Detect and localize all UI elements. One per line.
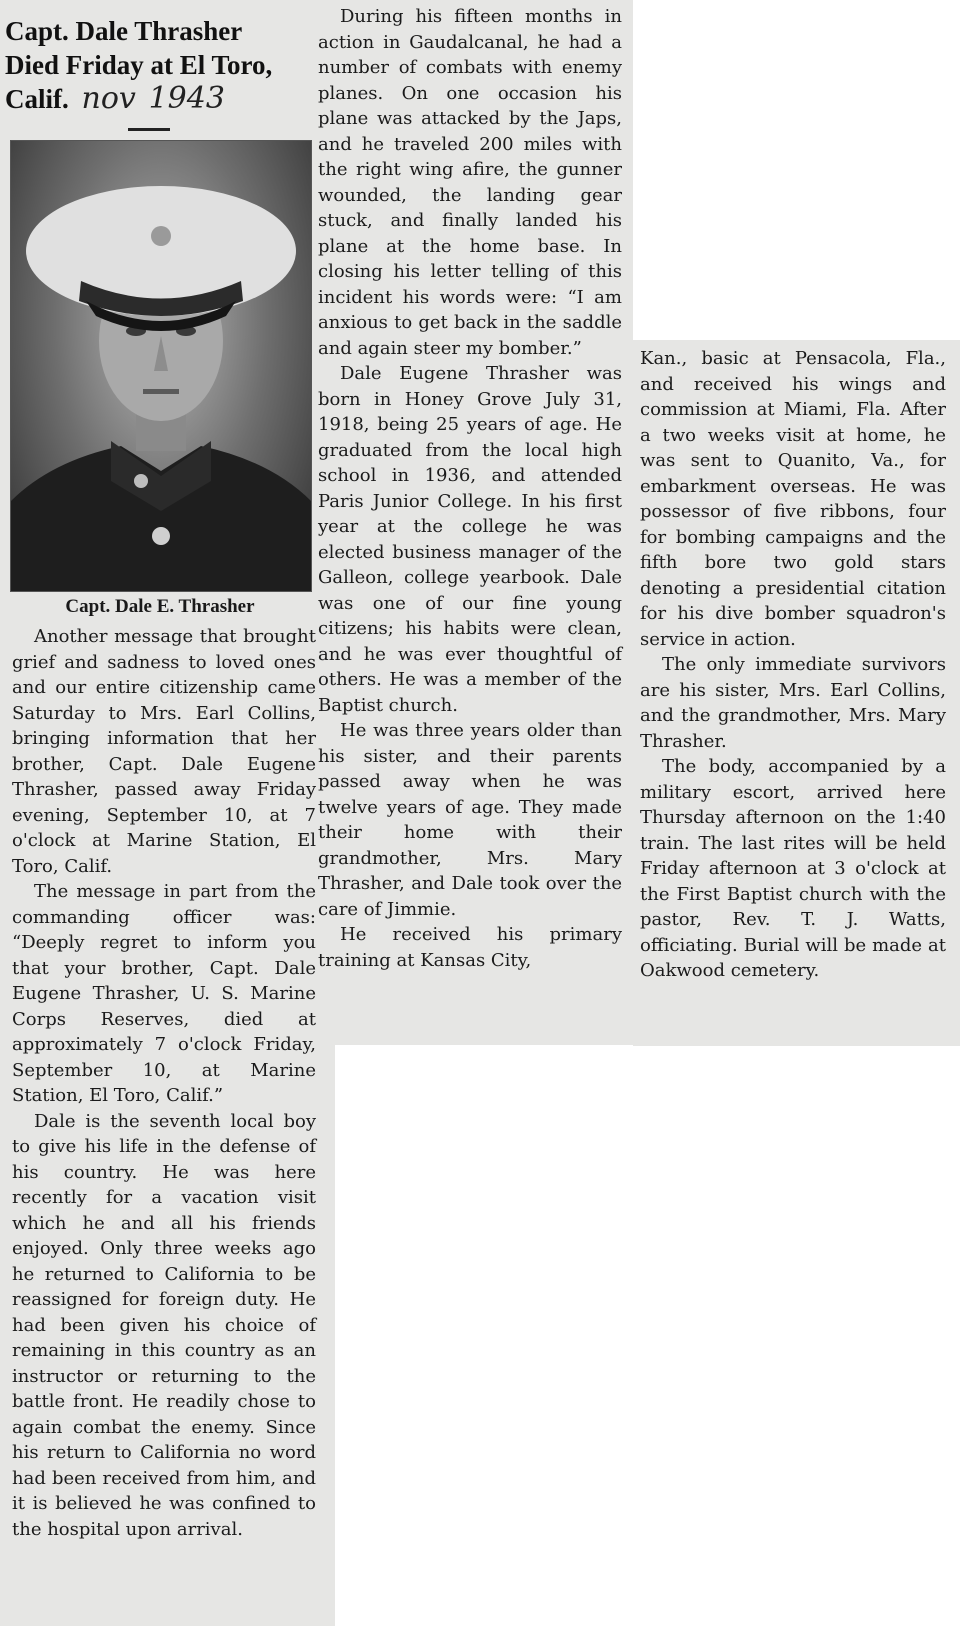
paragraph: Another message that brought grief and sadness to loved ones and our entire citizenship came Saturday to Mrs. Earl Collins, bringing information that her brother, Capt. Dale Eugene Thrasher, passed away Friday evening, September 10, at 7 o'clock at Marine Station, El Toro, Calif. xyxy=(12,626,316,877)
paragraph: The message in part from the commanding officer was: “Deeply regret to inform you that your brother, Capt. Dale Eugene Thrasher, U. S. Marine Corps Reserves, died at approximately 7 o'clock Friday, September 10, at Marine Station, El Toro, Calif.” xyxy=(12,881,316,1106)
article-column-2 xyxy=(318,4,622,973)
headline xyxy=(5,14,300,116)
paragraph: The body, accompanied by a military escort, arrived here Thursday afternoon on the 1:40 train. The last rites will be held Friday afternoon at 3 o'clock at the First Baptist church with the pastor, Rev. T. J. Watts, officiating. Burial will be made at Oakwood cemetery. xyxy=(640,756,946,981)
photo-caption: Capt. Dale E. Thrasher xyxy=(65,596,255,617)
headline-rule xyxy=(128,128,170,131)
portrait-figure xyxy=(11,141,311,591)
paragraph: He received his primary training at Kansas City, xyxy=(318,924,622,971)
handwritten-nov: nov xyxy=(81,81,136,116)
paragraph: During his fifteen months in action in Gaudalcanal, he had a number of combats with enemy planes. On one occasion his plane was attacked by the Japs, and he traveled 200 miles with the right wing afire, the gunner wounded, the landing gear stuck, and finally landed his plane at the home base. In closing his letter telling of this incident his words were: “I am anxious to get back in the saddle and again steer my bomber.” xyxy=(318,6,622,359)
handwritten-year: 1943 xyxy=(148,81,225,116)
headline-text: Capt. Dale Thrasher Died Friday at El Toro, Calif. xyxy=(5,16,273,114)
article-column-3 xyxy=(640,346,946,984)
paragraph: He was three years older than his sister, and their parents passed away when he was twelve years of age. They made their home with their grandmother, Mrs. Mary Thrasher, and Dale took over the care of Jimmie. xyxy=(318,720,622,920)
portrait-photo xyxy=(10,140,312,592)
paragraph: Kan., basic at Pensacola, Fla., and received his wings and commission at Miami, Fla. After a two weeks visit at home, he was sent to Quanito, Va., for embarkment overseas. He was possessor of five ribbons, four for bombing campaigns and the fifth bore two gold stars denoting a presidential citation for his dive bomber squadron's service in action. xyxy=(640,348,946,650)
article-column-1 xyxy=(12,624,316,1542)
paragraph: Dale Eugene Thrasher was born in Honey Grove July 31, 1918, being 25 years of age. He graduated from the local high school in 1936, and attended Paris Junior College. In his first year at the college he was elected business manager of the Galleon, college yearbook. Dale was one of our fine young citizens; his habits were clean, and he was ever thoughtful of others. He was a member of the Baptist church. xyxy=(318,363,622,716)
paragraph: Dale is the seventh local boy to give his life in the defense of his country. He was here recently for a vacation visit which he and all his friends enjoyed. Only three weeks ago he returned to California to be reassigned for foreign duty. He had been given his choice of remaining in this country as an instructor or returning to the battle front. He readily chose to again combat the enemy. Since his return to California no word had been received from him, and it is believed he was confined to the hospital upon arrival. xyxy=(12,1110,316,1540)
paragraph: The only immediate survivors are his sister, Mrs. Earl Collins, and the grandmother, Mrs. Mary Thrasher. xyxy=(640,654,946,752)
